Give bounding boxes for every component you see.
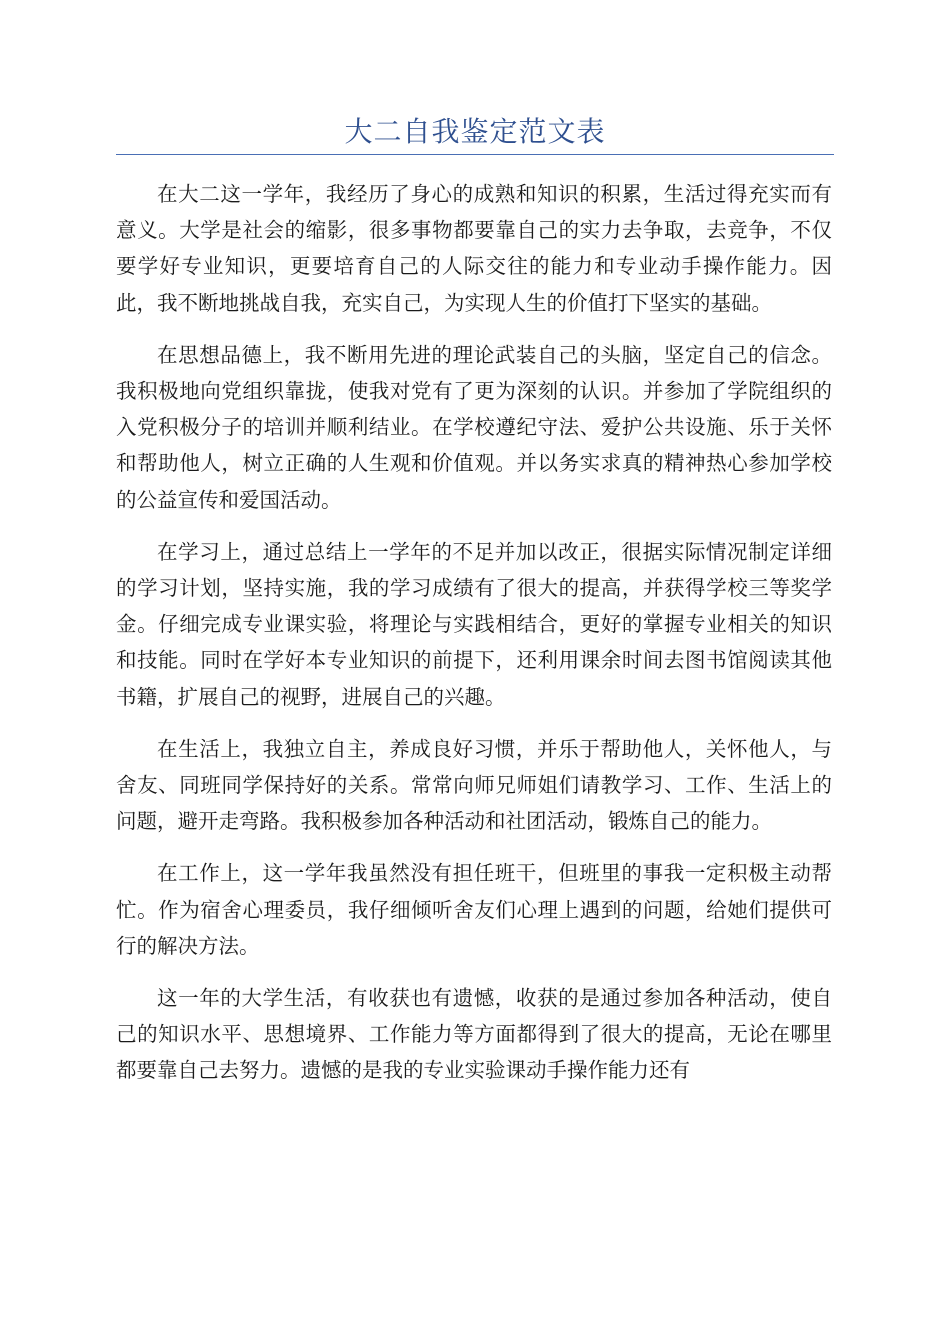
paragraph-intro: 在大二这一学年，我经历了身心的成熟和知识的积累，生活过得充实而有意义。大学是社会的缩影，很多事物都要靠自己的实力去争取，去竞争，不仅要学好专业知识，更要培育自己的人际交往的能力和专业动手操作能力。因此，我不断地挑战自我，充实自己，为实现人生的价值打下坚实的基础。	[116, 182, 832, 315]
paragraph-summary: 这一年的大学生活，有收获也有遗憾，收获的是通过参加各种活动，使自己的知识水平、思想境界、工作能力等方面都得到了很大的提高，无论在哪里都要靠自己去努力。遗憾的是我的专业实验课动手操作能力还有	[116, 986, 832, 1083]
paragraph-ideology: 在思想品德上，我不断用先进的理论武装自己的头脑，坚定自己的信念。我积极地向党组织靠拢，使我对党有了更为深刻的认识。并参加了学院组织的入党积极分子的培训并顺利结业。在学校遵纪守法、爱护公共设施、乐于关怀和帮助他人，树立正确的人生观和价值观。并以务实求真的精神热心参加学校的公益宣传和爱国活动。	[116, 342, 832, 512]
document-body	[116, 176, 832, 1105]
paragraph-life: 在生活上，我独立自主，养成良好习惯，并乐于帮助他人，关怀他人，与舍友、同班同学保持好的关系。常常向师兄师姐们请教学习、工作、生活上的问题，避开走弯路。我积极参加各种活动和社团活动，锻炼自己的能力。	[116, 736, 832, 834]
document-title: 大二自我鉴定范文表	[344, 115, 606, 148]
paragraph-work: 在工作上，这一学年我虽然没有担任班干，但班里的事我一定积极主动帮忙。作为宿舍心理委员，我仔细倾听舍友们心理上遇到的问题，给她们提供可行的解决方法。	[116, 861, 832, 958]
title-underline	[116, 154, 834, 155]
paragraph-study: 在学习上，通过总结上一学年的不足并加以改正，很据实际情况制定详细的学习计划，坚持实施，我的学习成绩有了很大的提高，并获得学校三等奖学金。仔细完成专业课实验，将理论与实践相结合，更好的掌握专业相关的知识和技能。同时在学好本专业知识的前提下，还利用课余时间去图书馆阅读其他书籍，扩展自己的视野，进展自己的兴趣。	[116, 539, 832, 709]
